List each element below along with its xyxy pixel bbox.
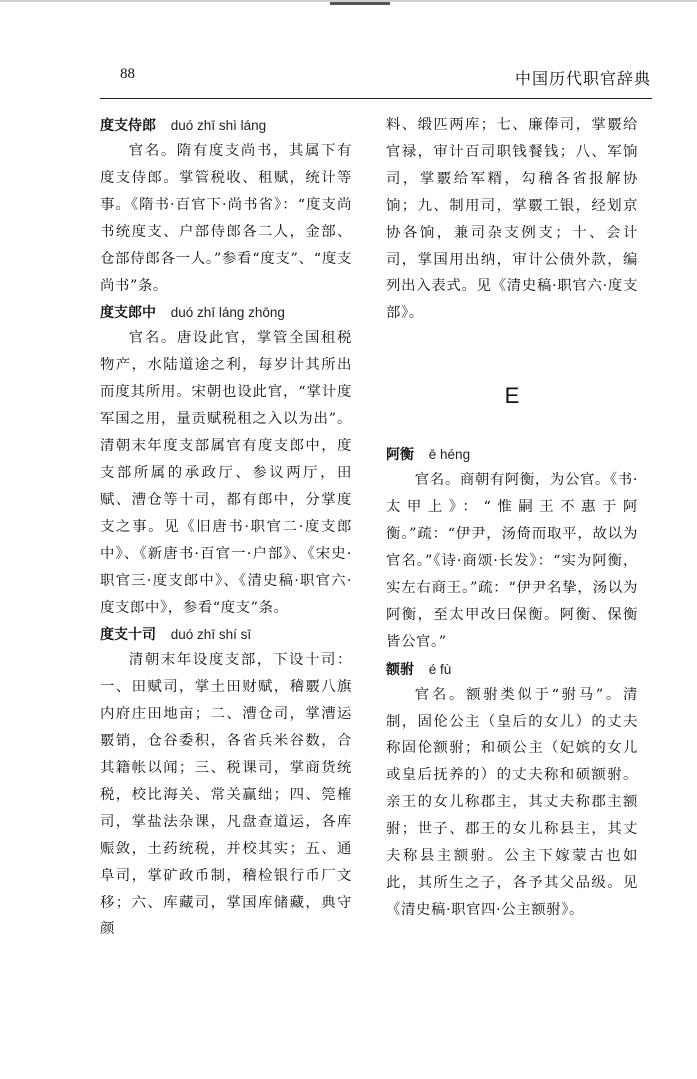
entry-efu xyxy=(386,656,638,924)
left-column xyxy=(100,112,352,943)
entry-heading xyxy=(100,112,352,138)
entry-heading xyxy=(100,299,352,325)
entry-term: 度支侍郎 xyxy=(100,118,156,134)
entry-duzhi-langzhong xyxy=(100,299,352,621)
scan-top-mark xyxy=(330,2,390,5)
entry-duzhi-shisi xyxy=(100,621,352,943)
continued-text: 料、缎匹两库；七、廉俸司，掌覈给官禄，审计百司职钱餐钱；八、军饷司，掌覈给军糈，勾稽各省报解协饷；九、制用司，掌覈工银，经划京协各饷，兼司杂支例支；十、会计司，掌国用出纳，审计公债外款，编列出入表式。见《清史稿·职官六·度支部》。 xyxy=(386,117,638,322)
entry-definition: 官名。商朝有阿衡，为公官。《书·太甲上》：“惟嗣王不惠于阿衡。”疏：“伊尹，汤倚而取平，故以为官名。”《诗·商颂·长发》：“实为阿衡，实左右商王。”疏：“伊尹名挚，汤以为阿衡，至太甲改曰保衡。阿衡、保衡皆公官。” xyxy=(386,472,638,650)
entry-heading xyxy=(386,441,638,467)
entry-definition: 官名。隋有度支尚书，其属下有度支侍郎。掌管税收、租赋，统计等事。《隋书·百官下·尚书省》：“度支尚书统度支、户部侍郎各二人，金部、仓部侍郎各一人。”参看“度支”、“度支尚书”条。 xyxy=(100,143,352,294)
entry-eheng xyxy=(386,441,638,655)
entry-pinyin: duó zhī shì láng xyxy=(170,118,267,133)
entry-definition: 官名。唐设此官，掌管全国租税物产，水陆道途之利，每岁计其所出而度其所用。宋朝也设此官，“掌计度军国之用，量贡赋税租之入以为出”。清朝末年度支部属官有度支郎中，度支部所属的承政厅、参议两厅，田赋、漕仓等十司，都有郎中，分掌度支之事。见《旧唐书·职官二·度支郎中》、《新唐书·百官一·户部》、《宋史·职官三·度支郎中》、《清史稿·职官六·度支郎中》，参看“度支”条。 xyxy=(100,330,352,616)
right-column xyxy=(386,112,638,924)
entry-pinyin: é fù xyxy=(428,661,452,677)
running-title: 中国历代职官辞典 xyxy=(514,69,651,88)
entry-duzhi-shilang xyxy=(100,112,352,299)
entry-definition: 清朝末年设度支部，下设十司：一、田赋司，掌土田财赋，稽覈八旗内府庄田地亩；二、漕仓司，掌漕运覈销，仓谷委积，各省兵米谷数，合其籍帐以闻；三、税课司，掌商货统税，校比海关、常关赢绌；四、筦榷司，掌盐法杂课，凡盘查道运，各库赈敛，土药统税，并校其实；五、通阜司，掌矿政币制，稽检银行币厂文移；六、库藏司，掌国库储藏，典守颜 xyxy=(100,652,352,938)
entry-term: 额驸 xyxy=(386,661,414,678)
header-rule xyxy=(100,98,652,99)
entry-term: 阿衡 xyxy=(386,447,414,464)
entry-definition: 官名。额驸类似于“驸马”。清制，固伦公主（皇后的女儿）的丈夫称固伦额驸；和硕公主（妃嫔的女儿或皇后抚养的）的丈夫称和硕额驸。亲王的女儿称郡主，其丈夫称郡主额驸；世子、郡王的女儿称县主，其丈夫称县主额驸。公主下嫁蒙古也如此，其所生之子，各予其父品级。见《清史稿·职官四·公主额驸》。 xyxy=(386,686,638,918)
entry-pinyin: duó zhī shí sī xyxy=(170,627,252,643)
entry-heading xyxy=(386,656,638,682)
page-number: 88 xyxy=(120,66,135,82)
section-letter: E xyxy=(504,383,520,409)
entry-heading xyxy=(100,621,352,647)
entry-pinyin: duó zhī láng zhōng xyxy=(170,305,285,321)
entry-pinyin: ē héng xyxy=(428,447,471,463)
entry-term: 度支十司 xyxy=(100,627,156,644)
entry-term: 度支郎中 xyxy=(100,305,156,322)
